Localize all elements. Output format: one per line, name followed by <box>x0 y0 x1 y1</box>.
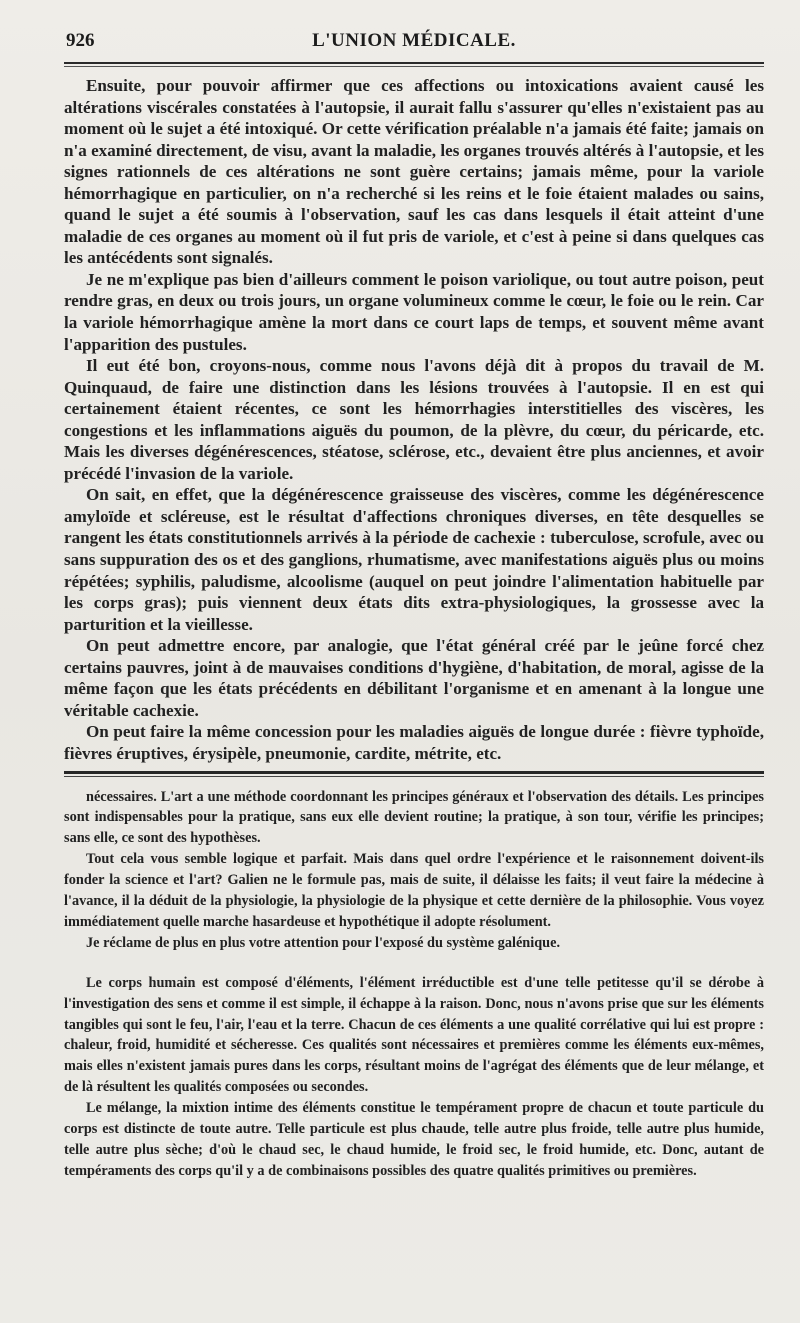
header-rule-thin <box>64 66 764 67</box>
feuilleton-paragraph: Le mélange, la mixtion intime des éléments constitue le tempérament propre de chacun et toute particule du corps est distincte de toute autre. Telle particule est plus chaude, telle autre plus froide, telle autre plus humide, telle autre plus sèche; d'où le chaud sec, le chaud humide, le froid sec, le froid humide, etc. Donc, autant de tempéraments des corps qu'il y a de combinaisons possibles des quatre qualités primitives ou premières. <box>64 1100 764 1179</box>
feuilleton-section <box>64 787 764 1182</box>
feuilleton-paragraph: nécessaires. L'art a une méthode coordonnant les principes généraux et l'observation des détails. Les principes sont indispensables pour la pratique, sans eux elle devient routine; la pratique, à son tour, vérifie les principes; sans elle, ce sont des hypothèses. <box>64 788 764 847</box>
article-paragraph: Je ne m'explique pas bien d'ailleurs comment le poison variolique, ou tout autre poison, peut rendre gras, en deux ou trois jours, un organe volumineux comme le cœur, le foie ou le rein. Car la variole hémorrhagique amène la mort dans ce court laps de temps, et souvent même avant l'apparition des pustules. <box>64 269 764 354</box>
paragraph-gap <box>64 954 764 973</box>
main-article <box>64 75 764 765</box>
header-rule <box>64 62 764 64</box>
article-paragraph: On sait, en effet, que la dégénérescence graisseuse des viscères, comme les dégénérescence amyloïde et scléreuse, est le résultat d'affections chroniques diverses, en tête desquelles se rangent les états constitutionnels arrivés à la période de cachexie : tuberculose, scrofule, avec ou sans suppuration des os et des ganglions, rhumatisme, avec manifestations aiguës plus ou moins répétées; syphilis, paludisme, alcoolisme (auquel on peut joindre l'alimentation habituelle par les corps gras); puis viennent deux états dits extra-physiologiques, la grossesse avec la parturition et la vieillesse. <box>64 485 764 634</box>
feuilleton-paragraph: Je réclame de plus en plus votre attention pour l'exposé du système galénique. <box>86 934 561 951</box>
page-number: 926 <box>66 30 95 51</box>
feuilleton-paragraph: Le corps humain est composé d'éléments, l'élément irréductible est d'une telle petitesse qu'il se dérobe à l'investigation des sens et comme il est simple, il échappe à la raison. Donc, nous n'avons prise que sur les éléments tangibles qui sont le feu, l'air, l'eau et la terre. Chacun de ces éléments a une qualité corrélative qui lui est propre : chaleur, froid, humidité et sécheresse. Ces qualités sont nécessaires et premières comme les éléments eux-mêmes, mais elles n'existent jamais pures dans les corps, résultant moins de l'agrégat des éléments que de leur mélange, et de là résultent les qualités composées ou secondes. <box>64 974 764 1096</box>
article-paragraph: On peut faire la même concession pour les maladies aiguës de longue durée : fièvre typhoïde, fièvres éruptives, érysipèle, pneumonie, cardite, métrite, etc. <box>64 722 764 763</box>
article-paragraph: Ensuite, pour pouvoir affirmer que ces affections ou intoxications avaient causé les altérations viscérales constatées à l'autopsie, il aurait fallu s'assurer qu'elles n'existaient pas au moment où le sujet a été intoxiqué. Or cette vérification préalable n'a jamais été faite; jamais on n'a examiné directement, de visu, avant la maladie, les organes trouvés altérés à l'autopsie, et les signes rationnels de ces altérations ne sont guère certains; jamais même, pour la variole hémorrhagique en particulier, on n'a recherché si les reins et le foie étaient malades ou sains, quand le sujet a été soumis à l'observation, sauf les cas dans lesquels il était atteint d'une maladie de ces organes au moment où il fut pris de variole, et c'est à peine si dans quelques cas les antécédents sont signalés. <box>64 76 764 268</box>
page-header <box>64 22 764 56</box>
running-title: L'UNION MÉDICALE. <box>312 30 516 51</box>
article-paragraph: Il eut été bon, croyons-nous, comme nous l'avons déjà dit à propos du travail de M. Quinquaud, de faire une distinction dans les lésions trouvées à l'autopsie. Il en est qui certainement étaient récentes, ce sont les hémorrhagies interstitielles des viscères, les congestions et les inflammations aiguës du poumon, de la plèvre, du cœur, du péricarde, etc. Mais les diverses dégénérescences, stéatose, sclérose, etc., devaient être plus anciennes, et avoir précédé l'invasion de la variole. <box>64 356 764 483</box>
feuilleton-paragraph: Tout cela vous semble logique et parfait. Mais dans quel ordre l'expérience et le raisonnement doivent-ils fonder la science et l'art? Galien ne le formule pas, mais de suite, il délaisse les faits; il veut faire la médecine à l'avance, il la déduit de la physiologie, la physiologie de la physique et cette dernière de la philosophie. Vous voyez immédiatement quelle marche hasardeuse et hypothétique il adopte résolument. <box>64 851 764 930</box>
feuilleton-divider <box>64 771 764 777</box>
article-paragraph: On peut admettre encore, par analogie, que l'état général créé par le jeûne forcé chez certains pauvres, joint à de mauvaises conditions d'hygiène, d'habitation, de moral, agisse de la même façon que les états précédents en débilitant l'organisme et en amenant à la longue une véritable cachexie. <box>64 636 764 720</box>
